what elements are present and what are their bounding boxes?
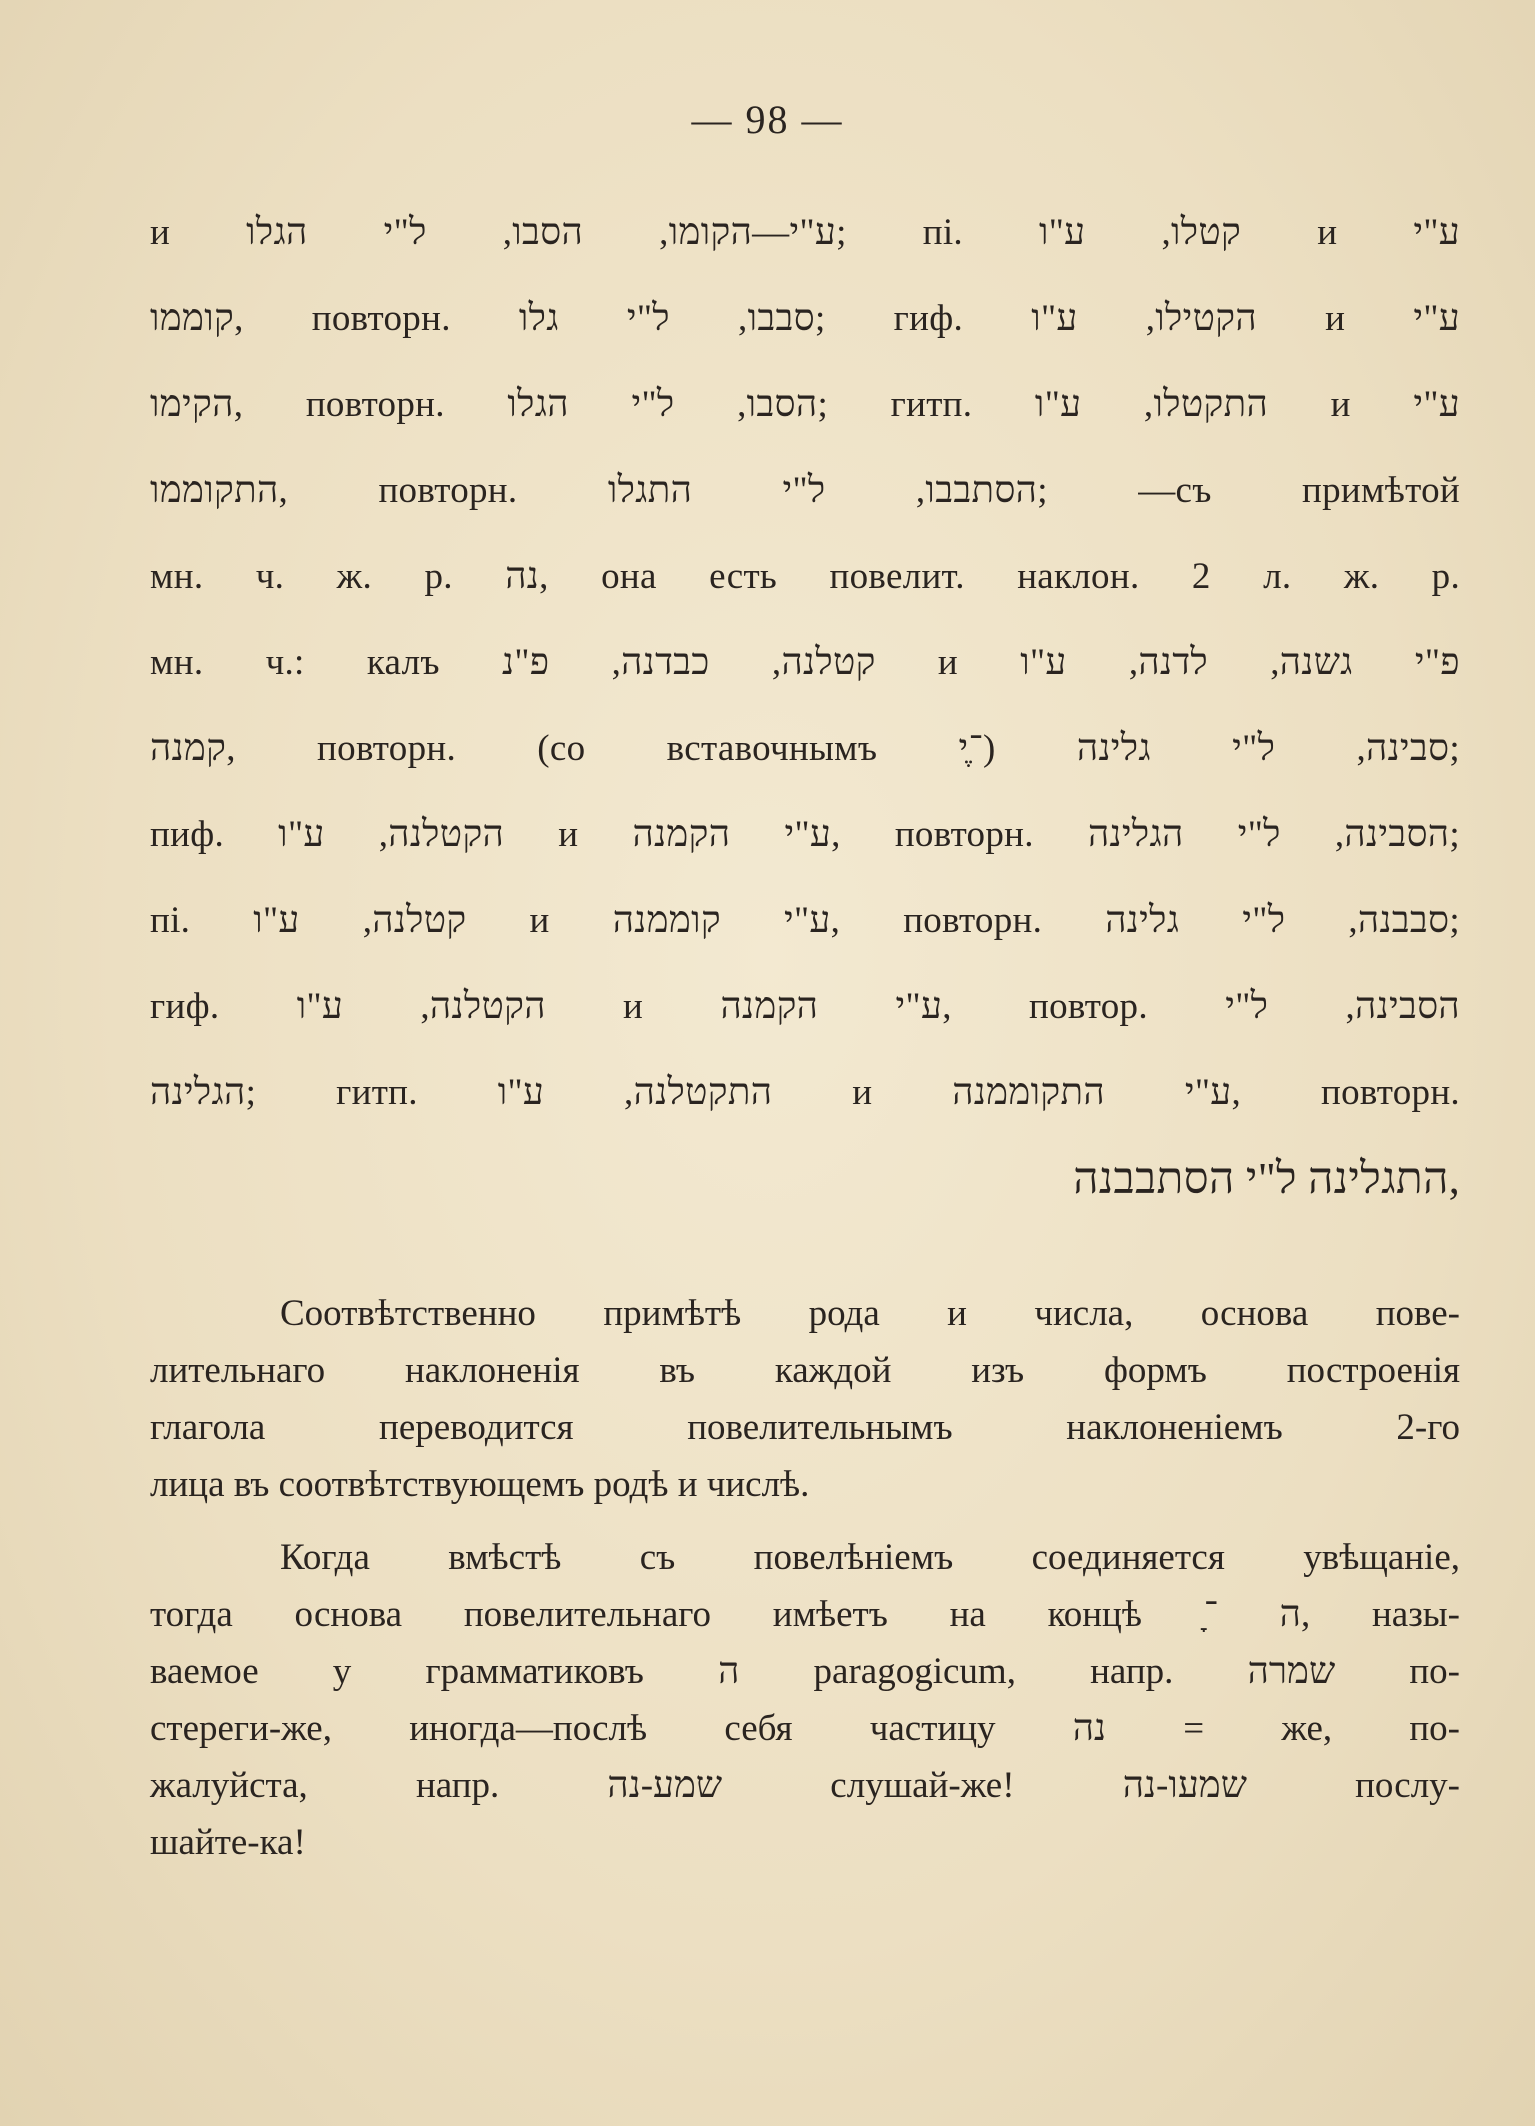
text-line: ваемое у грамматиковъ ה paragogicum, напр. שמרה по- [150,1651,1460,1692]
text-line: глагола переводится повелительнымъ наклоненіемъ 2-го [150,1407,1460,1448]
text-line: הגלינה; гитп. התקטלנה, ע"ו и ע"י התקוממנה, повторн. [150,1072,1460,1113]
hebrew-conjugation-section [150,190,1460,1222]
text-line: Соотвѣтственно примѣтѣ рода и числа, основа пове- [280,1293,1460,1334]
text-line: стереги-же, иногда—послѣ себя частицу נה = же, по- [150,1708,1460,1749]
text-line: гиф. הקטלנה, ע"ו и ע"י הקמנה, повтор. הסבינה, ל"י [150,986,1461,1027]
text-line: лица въ соотвѣтствующемъ родѣ и числѣ. [150,1464,810,1505]
text-line: тогда основа повелительнаго имѣетъ на концѣ ה ־ָ, назы- [150,1594,1460,1635]
text-line: пиф. הקטלנה, ע"ו и ע"י הקמנה, повторн. הסבינה, ל"י הגלינה; [150,814,1460,855]
text-line: жалуйста, напр. שמע-נה слушай-же! שמעו-נה послу- [150,1765,1461,1806]
text-line: мн. ч.: калъ קטלנה, כבדנה, פ"נ и פ"י גשנה, לדנה, ע"ו [150,642,1460,683]
text-line: пі. קטלנה, ע"ו и ע"י קוממנה, повторн. סבבנה, ל"י גלינה; [150,900,1460,941]
text-line: קוממו, повторн. סבבו, ל"י גלו; гиф. הקטילו, ע"ו и ע"י [150,298,1460,339]
paragraph [150,1285,1460,1513]
text-line: התקוממו, повторн. הסתבבו, ל"י התגלו; —съ примѣтой [150,470,1461,511]
text-line: и ע"י—הקומו, הסבו, ל"י הגלו; пі. קטלו, ע"ו и ע"י [150,212,1461,253]
text-line: шайте-ка! [150,1822,306,1863]
text-line: התגלינה ל"י הסתבבנה, [1073,1154,1460,1203]
text-line: קמנה, повторн. (со вставочнымъ ־ֶי) סבינה, ל"י גלינה; [150,728,1460,769]
paragraph [150,1529,1460,1871]
page-number: — 98 — [691,97,844,142]
text-line: הקימו, повторн. הסבו, ל"י הגלו; гитп. התקטלו, ע"ו и ע"י [150,384,1460,425]
text-line: мн. ч. ж. р. נה, она есть повелит. наклон. 2 л. ж. р. [150,556,1460,597]
text-line: лительнаго наклоненія въ каждой изъ формъ построенія [150,1350,1460,1391]
text-line: Когда вмѣстѣ съ повелѣніемъ соединяется увѣщаніе, [280,1537,1460,1578]
prose-section [150,1285,1460,1871]
